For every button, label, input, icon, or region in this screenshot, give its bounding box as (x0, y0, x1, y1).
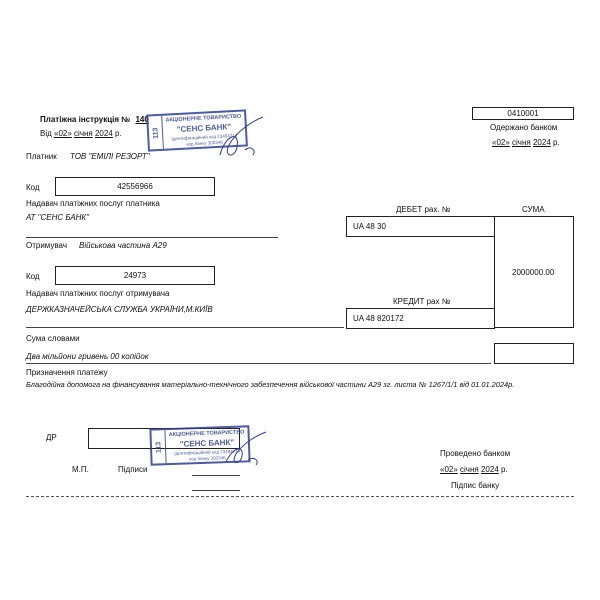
credit-label: КРЕДИТ рах № (393, 297, 451, 306)
recipient-code-box: 24973 (55, 266, 215, 285)
sum-words-value: Два мільйони гривень 00 копійок (26, 352, 149, 361)
received-date-suffix: р. (553, 138, 560, 147)
recipient-name: Військова частина А29 (79, 241, 167, 250)
sum-value: 2000000.00 (512, 268, 555, 277)
payer-divider (26, 237, 278, 238)
credit-account-box: UA 48 820172 (346, 308, 495, 329)
received-date-day: «02» (492, 138, 510, 147)
debit-account-box: UA 48 30 (346, 216, 495, 237)
stamp2-line4: код банку 300346 (189, 455, 226, 462)
sum-label: СУМА (522, 205, 545, 214)
signatures-label: Підписи (118, 465, 148, 474)
processed-date (440, 465, 508, 474)
stamp-line1: АКЦІОНЕРНЕ ТОВАРИСТВО (165, 113, 242, 124)
signature-line-1 (192, 475, 240, 476)
signature-2 (222, 430, 272, 470)
processed-label: Проведено банком (440, 449, 511, 458)
dr-label: ДР (46, 433, 57, 442)
received-date-year: 2024 (532, 138, 551, 147)
form-number: 140 (135, 115, 149, 124)
stamp2-line1: АКЦІОНЕРНЕ ТОВАРИСТВО (168, 429, 245, 439)
signature-line-2 (192, 490, 240, 491)
processed-date-month: січня (460, 465, 479, 474)
received-date (492, 138, 560, 147)
form-title-label: Платіжна інструкція № (40, 115, 131, 124)
stamp2-line3: Ідентифікаційний код 23494714 (174, 448, 241, 456)
mp-label: М.П. (72, 465, 89, 474)
sum-words-box (494, 343, 574, 364)
recipient-label: Отримувач (26, 241, 67, 250)
stamp-number: 113 (151, 126, 160, 139)
date-year: 2024 (94, 129, 113, 138)
cut-line (26, 496, 574, 497)
signature-1 (215, 115, 270, 165)
processed-date-suffix: р. (501, 465, 508, 474)
payer-provider-label: Надавач платіжних послуг платника (26, 199, 160, 208)
date-suffix: р. (115, 129, 122, 138)
date-month: січня (74, 129, 93, 138)
recipient-provider: ДЕРЖКАЗНАЧЕЙСЬКА СЛУЖБА УКРАЇНИ,М.КИЇВ (26, 305, 213, 314)
payer-provider: АТ "СЕНС БАНК" (26, 213, 89, 222)
payer-code-label: Код (26, 183, 40, 192)
processed-date-year: 2024 (480, 465, 499, 474)
received-label: Одержано банком (490, 123, 558, 132)
recipient-code-label: Код (26, 272, 40, 281)
payer-name: ТОВ "ЕМІЛІ РЕЗОРТ" (70, 152, 150, 161)
purpose-label: Призначення платежу (26, 368, 108, 377)
date-day: «02» (54, 129, 72, 138)
processed-date-day: «02» (440, 465, 458, 474)
recipient-provider-label: Надавач платіжних послуг отримувача (26, 289, 170, 298)
stamp2-number: 113 (154, 441, 163, 453)
purpose-text: Благодійна допомога на фінансування матеріально-технічного забезпечення військової частини А29 зг. листа № 1267/1/1 від 01.01.2024р. (26, 380, 515, 389)
sum-words-line (26, 363, 491, 364)
bank-code-box: 0410001 (472, 107, 574, 120)
stamp-line3: Ідентифікаційний код 23494714 (171, 132, 238, 142)
form-title (40, 115, 149, 124)
bank-signature-label: Підпис банку (451, 481, 500, 490)
stamp-line4: код банку 300346 (186, 139, 223, 147)
stamp2-line2: "СЕНС БАНК" (179, 437, 235, 449)
sum-words-label: Сума словами (26, 334, 80, 343)
payer-label: Платник (26, 152, 57, 161)
recipient-divider (26, 327, 344, 328)
date-prefix: Від (40, 129, 52, 138)
stamp-line2: "СЕНС БАНК" (176, 122, 232, 135)
received-date-month: січня (512, 138, 531, 147)
form-date (40, 129, 122, 138)
debit-label: ДЕБЕТ рах. № (396, 205, 451, 214)
payer-code-box: 42556966 (55, 177, 215, 196)
